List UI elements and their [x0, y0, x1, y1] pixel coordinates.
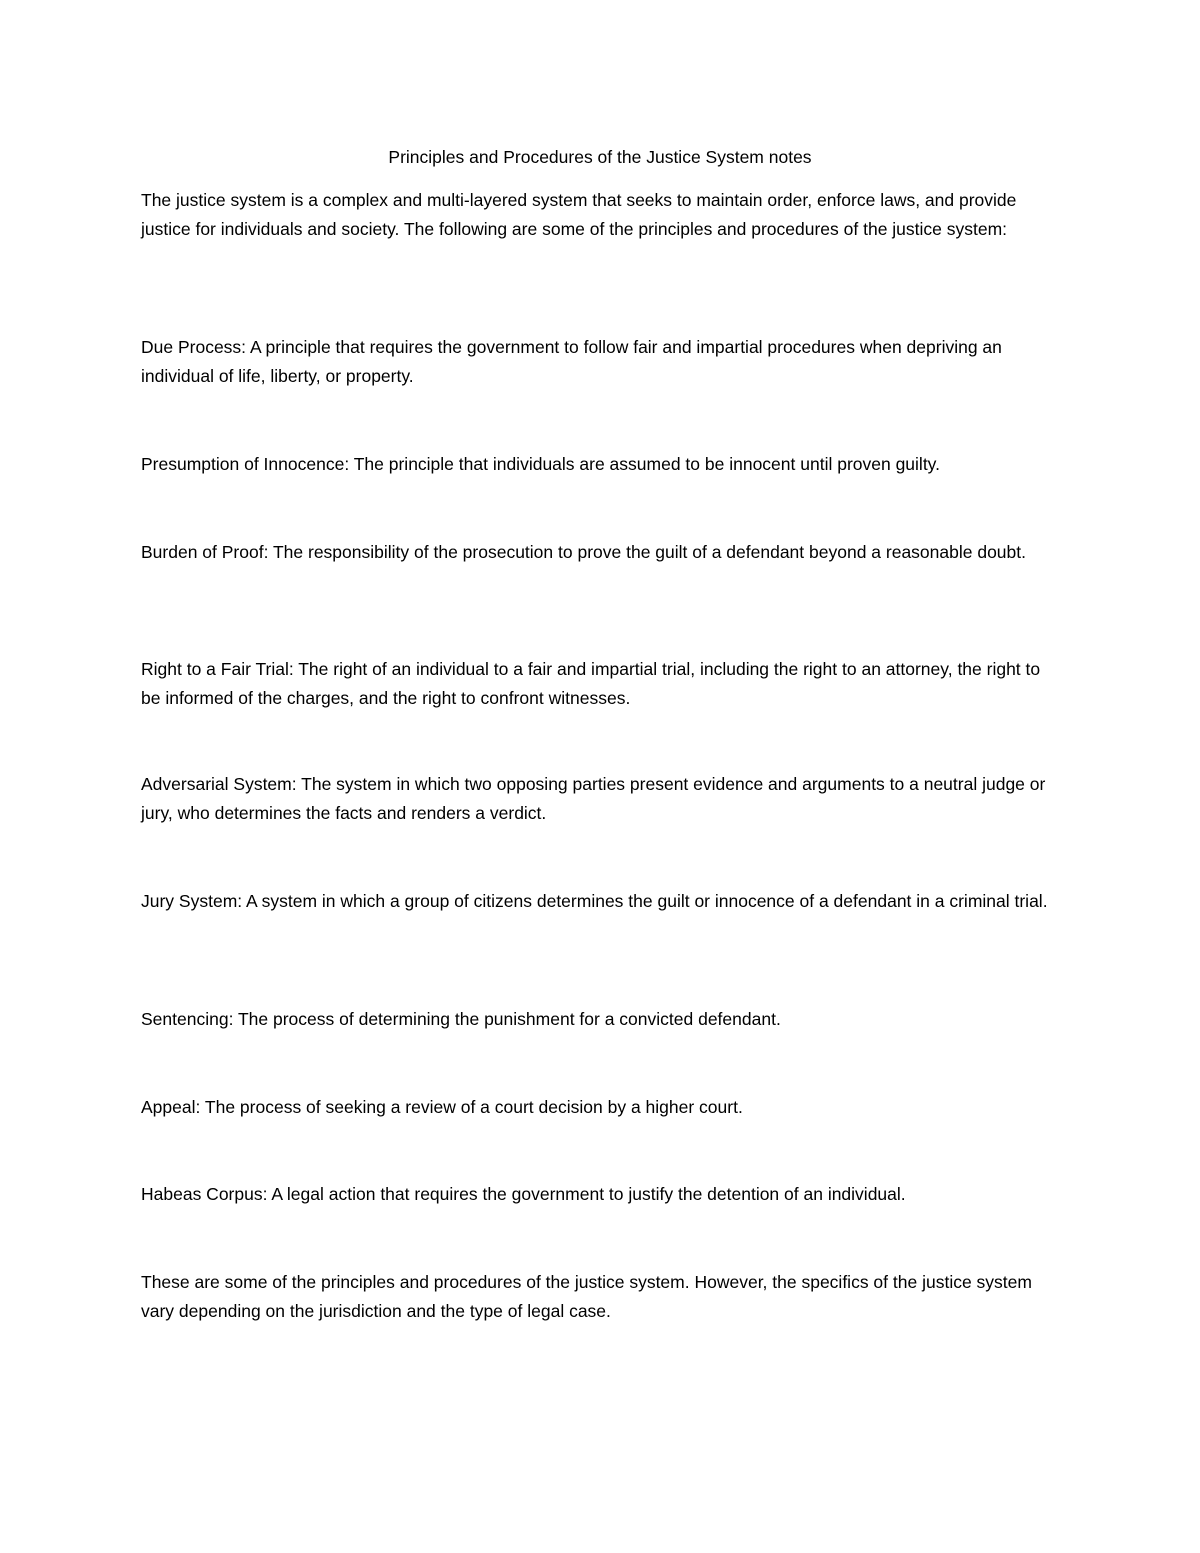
intro-paragraph: The justice system is a complex and multi-layered system that seeks to maintain order, enforce laws, and provide justice for individuals and society. The following are some of the principles and procedures of the justice system:	[141, 190, 1017, 239]
entry-habeas-corpus: Habeas Corpus: A legal action that requires the government to justify the detention of an individual.	[141, 1184, 906, 1204]
entry-presumption-of-innocence: Presumption of Innocence: The principle that individuals are assumed to be innocent until proven guilty.	[141, 454, 940, 474]
entry-adversarial-system: Adversarial System: The system in which two opposing parties present evidence and arguments to a neutral judge or jury, who determines the facts and renders a verdict.	[141, 774, 1046, 823]
entry-right-to-fair-trial: Right to a Fair Trial: The right of an individual to a fair and impartial trial, including the right to an attorney, the right to be informed of the charges, and the right to confront witnesses.	[141, 659, 1041, 708]
entry-jury-system: Jury System: A system in which a group of citizens determines the guilt or innocence of a defendant in a criminal trial.	[141, 891, 1048, 911]
entry-sentencing: Sentencing: The process of determining the punishment for a convicted defendant.	[141, 1009, 781, 1029]
document-title: Principles and Procedures of the Justice System notes	[388, 147, 812, 167]
entry-burden-of-proof: Burden of Proof: The responsibility of the prosecution to prove the guilt of a defendant beyond a reasonable doubt.	[141, 542, 1026, 562]
conclusion-paragraph: These are some of the principles and procedures of the justice system. However, the specifics of the justice system vary depending on the jurisdiction and the type of legal case.	[141, 1272, 1032, 1321]
entry-due-process: Due Process: A principle that requires the government to follow fair and impartial procedures when depriving an individual of life, liberty, or property.	[141, 337, 1002, 386]
entry-appeal: Appeal: The process of seeking a review of a court decision by a higher court.	[141, 1097, 743, 1117]
